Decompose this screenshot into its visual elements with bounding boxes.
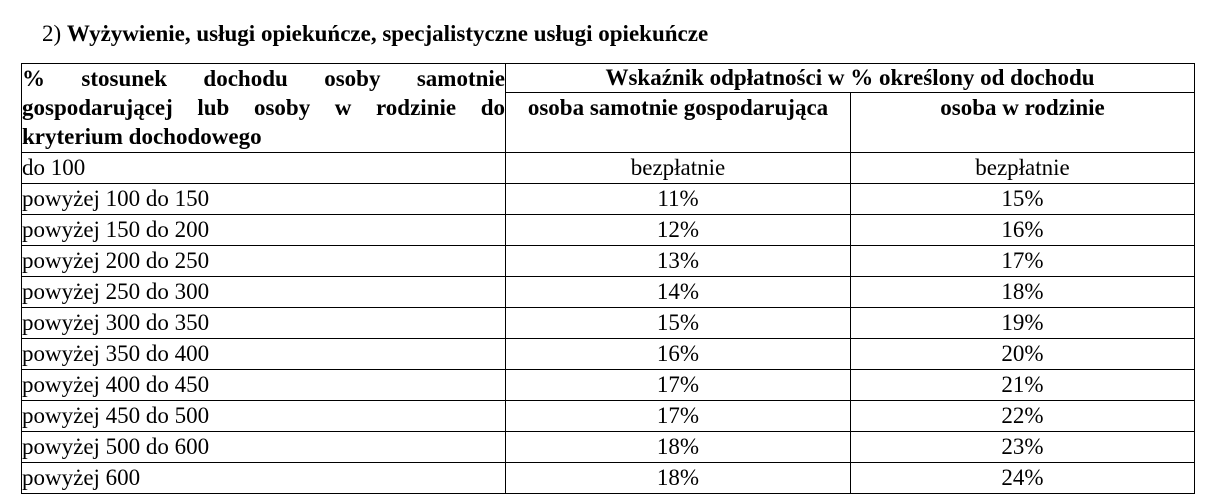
family-rate-cell: 16% bbox=[851, 215, 1195, 246]
single-rate-cell: 16% bbox=[506, 339, 851, 370]
single-rate-cell: 17% bbox=[506, 370, 851, 401]
income-range-cell: powyżej 100 do 150 bbox=[22, 184, 506, 215]
income-range-cell: powyżej 400 do 450 bbox=[22, 370, 506, 401]
income-range-cell: powyżej 250 do 300 bbox=[22, 277, 506, 308]
income-range-cell: powyżej 300 do 350 bbox=[22, 308, 506, 339]
table-row bbox=[22, 432, 1195, 463]
table-row bbox=[22, 153, 1195, 184]
income-range-cell: powyżej 500 do 600 bbox=[22, 432, 506, 463]
income-range-cell: powyżej 600 bbox=[22, 463, 506, 494]
income-range-cell: powyżej 350 do 400 bbox=[22, 339, 506, 370]
section-heading bbox=[42, 20, 708, 48]
criterion-header-text: % stosunek dochodu osoby samotnie gospodarującej lub osoby w rodzinie do kryterium dochodowego bbox=[22, 66, 505, 149]
family-rate-cell: 17% bbox=[851, 246, 1195, 277]
family-rate-cell: 19% bbox=[851, 308, 1195, 339]
section-number: 2) bbox=[42, 21, 62, 46]
fee-table bbox=[21, 63, 1195, 494]
indicator-header: Wskaźnik odpłatności w % określony od dochodu bbox=[506, 64, 1195, 93]
table-row bbox=[22, 308, 1195, 339]
family-rate-cell: 23% bbox=[851, 432, 1195, 463]
criterion-header bbox=[22, 64, 506, 153]
table-row bbox=[22, 339, 1195, 370]
table-row bbox=[22, 277, 1195, 308]
income-range-cell: do 100 bbox=[22, 153, 506, 184]
single-person-header: osoba samotnie gospodarująca bbox=[506, 93, 851, 153]
family-rate-cell: 22% bbox=[851, 401, 1195, 432]
income-range-cell: powyżej 150 do 200 bbox=[22, 215, 506, 246]
single-rate-cell: 18% bbox=[506, 432, 851, 463]
single-rate-cell: 18% bbox=[506, 463, 851, 494]
family-rate-cell: 20% bbox=[851, 339, 1195, 370]
income-range-cell: powyżej 200 do 250 bbox=[22, 246, 506, 277]
family-rate-cell: 21% bbox=[851, 370, 1195, 401]
family-rate-cell: 24% bbox=[851, 463, 1195, 494]
table-row bbox=[22, 184, 1195, 215]
single-rate-cell: 15% bbox=[506, 308, 851, 339]
table-row bbox=[22, 215, 1195, 246]
single-rate-cell: 14% bbox=[506, 277, 851, 308]
table-row bbox=[22, 246, 1195, 277]
table-row bbox=[22, 463, 1195, 494]
family-rate-cell: 18% bbox=[851, 277, 1195, 308]
single-rate-cell: 13% bbox=[506, 246, 851, 277]
table-row bbox=[22, 370, 1195, 401]
single-rate-cell: bezpłatnie bbox=[506, 153, 851, 184]
single-rate-cell: 12% bbox=[506, 215, 851, 246]
section-title: Wyżywienie, usługi opiekuńcze, specjalistyczne usługi opiekuńcze bbox=[66, 21, 709, 46]
single-rate-cell: 17% bbox=[506, 401, 851, 432]
family-rate-cell: bezpłatnie bbox=[851, 153, 1195, 184]
income-range-cell: powyżej 450 do 500 bbox=[22, 401, 506, 432]
family-rate-cell: 15% bbox=[851, 184, 1195, 215]
family-person-header: osoba w rodzinie bbox=[851, 93, 1195, 153]
single-rate-cell: 11% bbox=[506, 184, 851, 215]
table-row bbox=[22, 401, 1195, 432]
